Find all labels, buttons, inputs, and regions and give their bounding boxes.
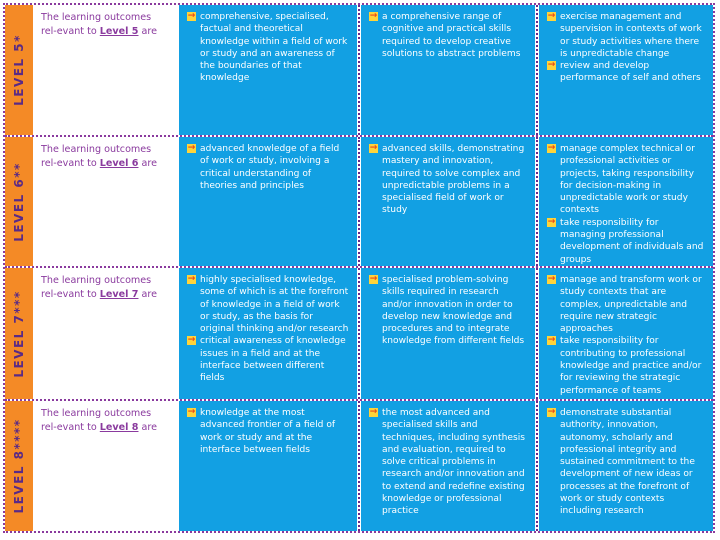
- arrow-right-icon: →: [369, 11, 378, 21]
- intro-text: [41, 274, 169, 302]
- level-label: LEVEL 8****: [12, 418, 26, 514]
- column-divider: [536, 5, 538, 135]
- arrow-right-icon: →: [187, 335, 196, 346]
- skills-text: the most advanced and specialised skills and techniques, including synthesis and evaluation, required to solve critical problems in research and/or innovation and to extend and redefine existing knowledge or professional practice: [382, 408, 525, 517]
- column-divider: [536, 137, 538, 266]
- competence-item: [547, 407, 705, 518]
- intro-before: The learning outcomes rel-evant to: [41, 144, 152, 169]
- knowledge-cell: [179, 137, 357, 266]
- column-divider: [358, 268, 360, 399]
- skills-cell: [361, 5, 535, 135]
- eqf-levels-table: [3, 3, 715, 533]
- arrow-right-icon: →: [547, 274, 556, 284]
- arrow-right-icon: →: [187, 143, 196, 153]
- competence-text: review and develop performance of self and others: [560, 61, 701, 84]
- arrow-right-icon: →: [187, 11, 196, 21]
- level-tab: [5, 5, 33, 135]
- arrow-right-icon: →: [369, 274, 378, 284]
- competence-text: demonstrate substantial authority, innovation, autonomy, scholarly and professional integrity and sustained commitment to the development of new ideas or processes at the forefront of work or study contexts including research: [560, 408, 695, 517]
- intro-text: [41, 407, 169, 435]
- skills-text: specialised problem-solving skills required in research and/or innovation in order to develop new knowledge and procedures and to integrate knowledge from different fields: [382, 275, 525, 347]
- level-label: LEVEL 7***: [12, 289, 26, 378]
- arrow-right-icon: →: [547, 143, 556, 153]
- skills-cell: [361, 137, 535, 266]
- arrow-right-icon: →: [547, 11, 556, 21]
- arrow-right-icon: →: [187, 274, 196, 284]
- competence-text: manage complex technical or professional activities or projects, taking responsibility for decision-making in unpredictable work or study contexts: [560, 144, 695, 216]
- intro-text: [41, 11, 169, 39]
- knowledge-item: [187, 143, 349, 192]
- skills-text: advanced skills, demonstrating mastery and innovation, required to solve complex and unpredictable problems in a specialised field of work or study: [382, 144, 525, 216]
- competence-item: [547, 274, 705, 335]
- competence-text: take responsibility for managing professional development of individuals and groups: [560, 217, 704, 265]
- level-row-5: [5, 5, 713, 135]
- competence-cell: [539, 401, 713, 531]
- arrow-right-icon: →: [547, 335, 556, 346]
- level-tab: [5, 401, 33, 531]
- competence-cell: [539, 5, 713, 135]
- intro-text: [41, 143, 169, 171]
- column-divider: [358, 401, 360, 531]
- skills-item: [369, 11, 527, 60]
- knowledge-item: [187, 274, 349, 335]
- level-tab: [5, 268, 33, 399]
- level-link: Level 8: [99, 422, 139, 433]
- level-tab: [5, 137, 33, 266]
- level-label: LEVEL 5*: [12, 34, 26, 106]
- competence-item: [547, 143, 705, 217]
- intro-before: The learning outcomes rel-evant to: [41, 408, 152, 433]
- knowledge-text: advanced knowledge of a field of work or study, involving a critical understanding of theories and principles: [200, 144, 340, 191]
- competence-text: take responsibility for contributing to professional knowledge and practice and/or for reviewing the strategic performance of teams: [560, 336, 702, 396]
- level-link: Level 5: [99, 26, 139, 37]
- level-row-8: [5, 399, 713, 531]
- competence-cell: [539, 268, 713, 399]
- arrow-right-icon: →: [187, 407, 196, 417]
- competence-item: [547, 335, 705, 396]
- level-link: Level 7: [99, 289, 139, 300]
- skills-item: [369, 143, 527, 217]
- intro-after: are: [138, 422, 158, 433]
- competence-cell: [539, 137, 713, 266]
- knowledge-cell: [179, 5, 357, 135]
- competence-text: exercise management and supervision in contexts of work or study activities where there is unpredictable change: [560, 12, 702, 59]
- intro-after: are: [138, 158, 158, 169]
- knowledge-item: [187, 407, 349, 456]
- intro-after: are: [138, 289, 158, 300]
- knowledge-text: comprehensive, specialised, factual and theoretical knowledge within a field of work or study and an awareness of the boundaries of that knowledge: [200, 12, 348, 84]
- competence-text: manage and transform work or study contexts that are complex, unpredictable and require new strategic approaches: [560, 275, 702, 335]
- intro-before: The learning outcomes rel-evant to: [41, 275, 152, 300]
- skills-cell: [361, 268, 535, 399]
- column-divider: [536, 268, 538, 399]
- column-divider: [358, 137, 360, 266]
- competence-item: [547, 60, 705, 85]
- column-divider: [536, 401, 538, 531]
- level-label: LEVEL 6**: [12, 161, 26, 242]
- level-row-7: [5, 266, 713, 399]
- knowledge-text: critical awareness of knowledge issues in a field and at the interface between different fields: [200, 336, 346, 384]
- knowledge-item: [187, 11, 349, 85]
- arrow-right-icon: →: [547, 60, 556, 71]
- knowledge-item: [187, 335, 349, 384]
- knowledge-text: knowledge at the most advanced frontier of a field of work or study and at the interface between fields: [200, 408, 336, 455]
- level-row-6: [5, 135, 713, 266]
- level-link: Level 6: [99, 158, 139, 169]
- column-divider: [358, 5, 360, 135]
- knowledge-cell: [179, 268, 357, 399]
- intro-before: The learning outcomes rel-evant to: [41, 12, 152, 37]
- arrow-right-icon: →: [369, 407, 378, 417]
- arrow-right-icon: →: [369, 143, 378, 153]
- knowledge-cell: [179, 401, 357, 531]
- skills-item: [369, 407, 527, 518]
- intro-after: are: [138, 26, 158, 37]
- competence-item: [547, 11, 705, 60]
- knowledge-text: highly specialised knowledge, some of which is at the forefront of knowledge in a field of work or study, as the basis for original thinking and/or research: [200, 275, 349, 335]
- skills-text: a comprehensive range of cognitive and practical skills required to develop creative solutions to abstract problems: [382, 12, 521, 59]
- arrow-right-icon: →: [547, 407, 556, 417]
- skills-item: [369, 274, 527, 348]
- skills-cell: [361, 401, 535, 531]
- arrow-right-icon: →: [547, 216, 556, 227]
- competence-item: [547, 217, 705, 266]
